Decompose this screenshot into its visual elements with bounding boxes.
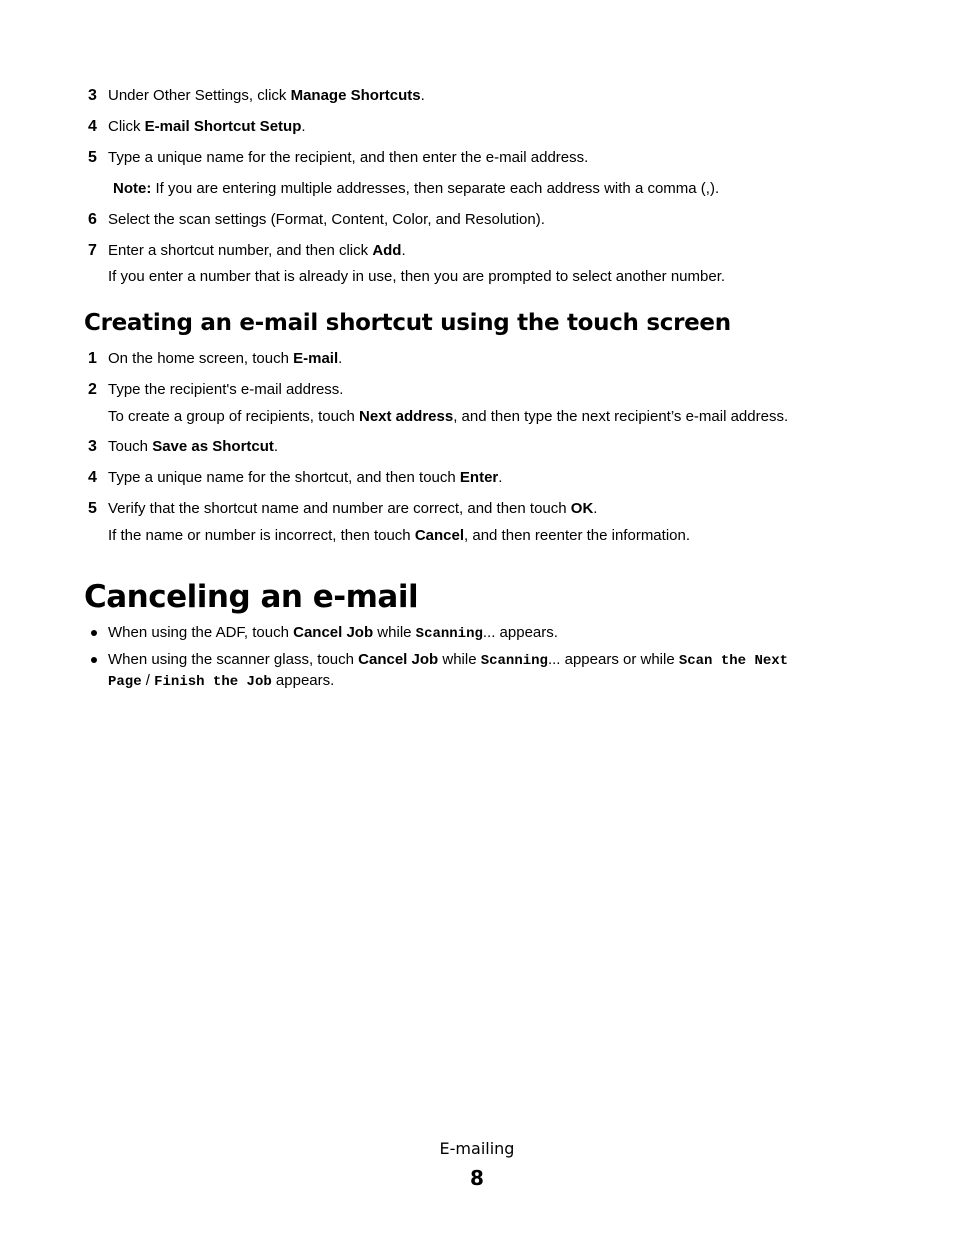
touch-step-2-subtext: To create a group of recipients, touch Next address, and then type the next recipient’s e-mail address. <box>108 408 789 425</box>
ui-label: Cancel Job <box>358 651 439 668</box>
step-7-subtext: If you enter a number that is already in use, then you are prompted to select another number. <box>108 268 726 285</box>
note-text: If you are entering multiple addresses, then separate each address with a comma (,). <box>151 180 720 197</box>
step-number: 4 <box>88 469 97 486</box>
step-number: 4 <box>88 118 97 135</box>
display-message: Scanning <box>415 626 483 642</box>
bullet-icon <box>91 630 97 636</box>
step-number: 3 <box>88 87 97 104</box>
page-number: 8 <box>470 1166 484 1190</box>
note <box>113 179 719 199</box>
section-heading: Creating an e-mail shortcut using the touch screen <box>84 310 731 336</box>
ui-label: Cancel Job <box>293 624 374 641</box>
ui-label: E-mail Shortcut Setup <box>144 118 302 135</box>
display-message: Scan the Next <box>678 653 789 669</box>
bullet-icon <box>91 657 97 663</box>
ui-label: E-mail <box>293 350 339 367</box>
ui-label: Manage Shortcuts <box>290 87 421 104</box>
step-number: 3 <box>88 438 97 455</box>
display-message: Finish the Job <box>154 674 272 690</box>
ui-label: OK <box>570 500 594 517</box>
display-message: Page <box>108 674 142 690</box>
step-number: 2 <box>88 381 97 398</box>
ui-label: Next address <box>358 408 454 425</box>
ui-label: Cancel <box>414 527 465 544</box>
ui-label: Enter <box>459 469 499 486</box>
step-number: 5 <box>88 500 97 517</box>
step-number: 5 <box>88 149 97 166</box>
ui-label: Add <box>372 242 402 259</box>
document-page: 3 Under Other Settings, click Manage Shortcuts. 4 Click E-mail Shortcut Setup. 5 Type a unique name for the recipient, and then enter the e-mail address. Note: If you are entering multiple addresses, then separate each address with a comma (,). 6 Select the scan settings (Format, Content, Color, and Resolution). 7 Enter a shortcut number, and then click Add. If you enter a number that is already in use, then you are prompted to select another number. Creating an e-mail shortcut using the touch screen 1 On the home screen, touch E-mail. 2 Type the recipient's e-mail address. To create a group of recipients, touch Next address, and then type the next recipient’s e-mail address. 3 Touch Save as Shortcut. 4 Type a unique name for the shortcut, and then touch Enter. 5 Verify that the shortcut name and number are correct, and then touch OK. If the name or number is incorrect, then touch Cancel, and then reenter the information. Canceling an e-mail When using the ADF, touch Cancel Job while Scanning... appears. When using the scanner glass, touch Cancel Job while Scanning... appears or while Scan the Next Page / Finish the Job appears. E-mailing 8 <box>0 0 954 1235</box>
step-number: 1 <box>88 350 97 367</box>
footer-chapter: E-mailing <box>439 1139 515 1158</box>
section-title: Canceling an e-mail <box>84 579 419 615</box>
step-number: 7 <box>88 242 97 259</box>
display-message: Scanning <box>480 653 548 669</box>
note-label: Note: <box>113 180 152 197</box>
step-number: 6 <box>88 211 97 228</box>
ui-label: Save as Shortcut <box>152 438 274 455</box>
touch-step-5-subtext: If the name or number is incorrect, then touch Cancel, and then reenter the information. <box>108 527 691 544</box>
